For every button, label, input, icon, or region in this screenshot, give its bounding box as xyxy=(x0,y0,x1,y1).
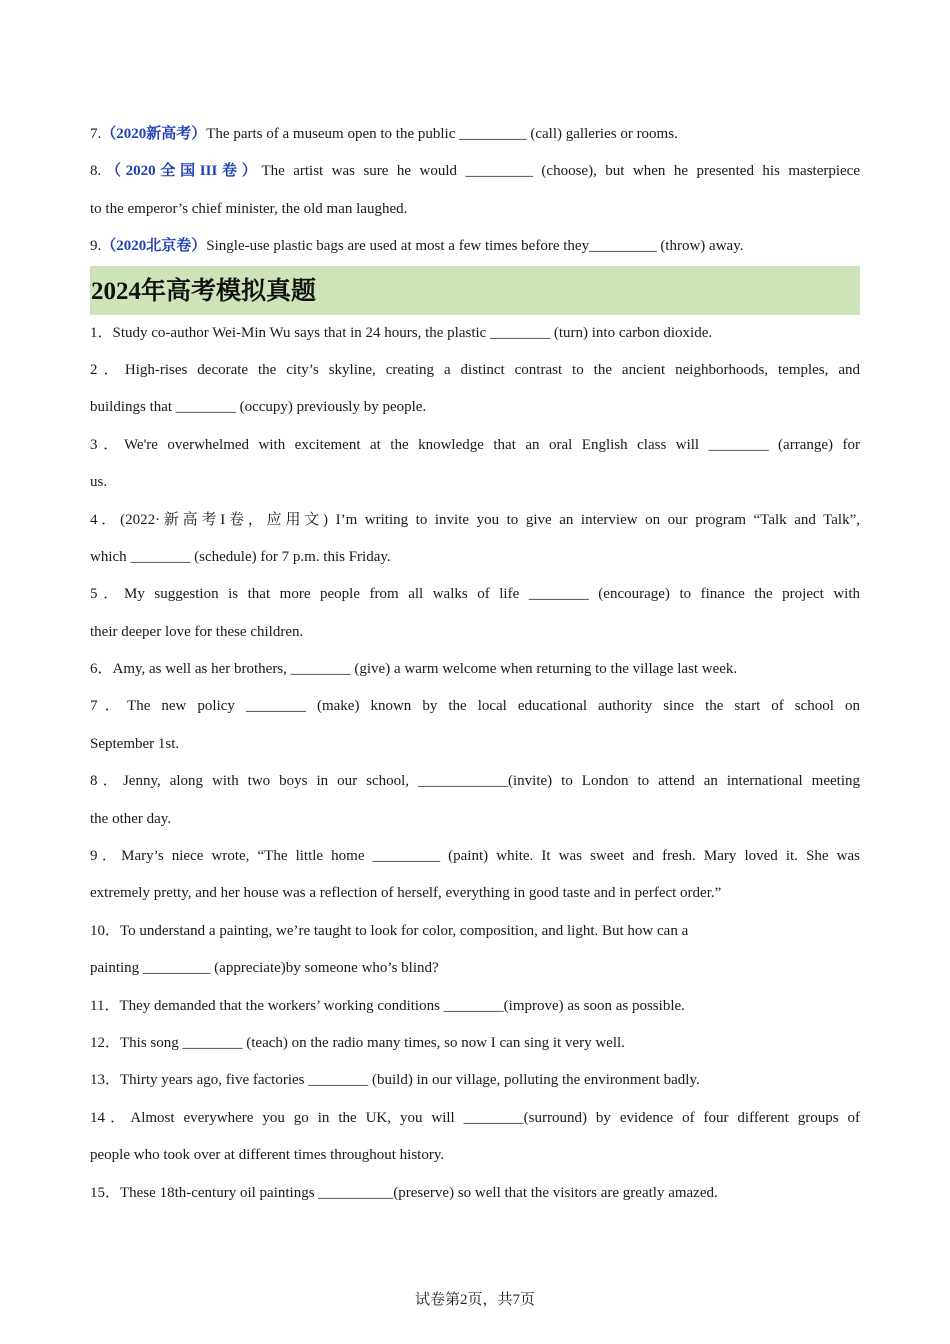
exercise-line: us. xyxy=(90,474,108,491)
exercise-list xyxy=(90,315,860,1212)
exercise-line: 7．The new policy ________ (make) known by the local educational authority since the start of school on xyxy=(90,698,860,715)
exercise-line: 12．This song ________ (teach) on the radio many times, so now I can sing it very well. xyxy=(90,1034,625,1051)
question-text: Single-use plastic bags are used at most a few times before they_________ (throw) away. xyxy=(206,238,744,255)
exercise-line: 15．These 18th-century oil paintings __________(preserve) so well that the visitors are greatly amazed. xyxy=(90,1184,718,1201)
question-text-continued: to the emperor’s chief minister, the old man laughed. xyxy=(90,200,408,217)
section-heading: 2024年高考模拟真题 xyxy=(90,266,860,315)
exercise-line: September 1st. xyxy=(90,735,180,752)
question-number: 9. xyxy=(90,238,102,255)
source-tag: （2020全国III卷） xyxy=(101,163,262,180)
exercise-line: people who took over at different times throughout history. xyxy=(90,1147,445,1164)
exercise-line: 2．High-rises decorate the city’s skyline, creating a distinct contrast to the ancient neighborhoods, temples, and xyxy=(90,361,860,378)
exercise-line: 14．Almost everywhere you go in the UK, you will ________(surround) by evidence of four different groups of xyxy=(90,1109,860,1126)
exercise-line: 6．Amy, as well as her brothers, ________ (give) a warm welcome when returning to the village last week. xyxy=(90,661,738,678)
source-tag: （2020新高考） xyxy=(101,126,207,142)
question-7-2020 xyxy=(90,116,860,153)
question-9-2020 xyxy=(90,228,860,265)
page-footer: 试卷第2页，共7页 xyxy=(414,1292,535,1308)
exercise-line: painting _________ (appreciate)by someone who’s blind? xyxy=(90,960,439,977)
exercise-line: their deeper love for these children. xyxy=(90,623,304,640)
exercise-line: 8．Jenny, along with two boys in our school, ____________(invite) to London to attend an international meeting xyxy=(90,773,860,790)
document-body xyxy=(90,116,860,1212)
exercise-line: which ________ (schedule) for 7 p.m. this Friday. xyxy=(90,548,391,565)
exercise-line: 4．(2022·新高考I卷，应用文) I’m writing to invite you to give an interview on our program “Talk and Talk”, xyxy=(90,511,860,528)
exercise-line: 3．We're overwhelmed with excitement at the knowledge that an oral English class will ________ (arrange) for xyxy=(90,436,860,453)
exercise-line: 5．My suggestion is that more people from all walks of life ________ (encourage) to finance the project with xyxy=(90,586,860,603)
exercise-line: 1．Study co-author Wei-Min Wu says that in 24 hours, the plastic ________ (turn) into carbon dioxide. xyxy=(90,324,713,341)
exercise-line: extremely pretty, and her house was a reflection of herself, everything in good taste and in perfect order.” xyxy=(90,885,722,902)
exercise-line: the other day. xyxy=(90,810,172,827)
exercise-line: 13．Thirty years ago, five factories ________ (build) in our village, polluting the environment badly. xyxy=(90,1072,700,1089)
exercise-line: 9．Mary’s niece wrote, “The little home _________ (paint) white. It was sweet and fresh. Mary loved it. She was xyxy=(90,848,860,865)
exercise-line: 10．To understand a painting, we’re taught to look for color, composition, and light. But how can a xyxy=(90,922,689,939)
question-number: 7. xyxy=(90,126,102,142)
exercise-line: buildings that ________ (occupy) previously by people. xyxy=(90,399,427,416)
question-number: 8. xyxy=(90,163,102,180)
question-8-2020 xyxy=(90,153,860,228)
question-text: The artist was sure he would _________ (choose), but when he presented his masterpiece xyxy=(261,163,860,180)
source-tag: （2020北京卷） xyxy=(101,238,207,255)
question-text: The parts of a museum open to the public _________ (call) galleries or rooms. xyxy=(206,126,678,142)
exercise-line: 11．They demanded that the workers’ working conditions ________(improve) as soon as possible. xyxy=(90,997,685,1014)
